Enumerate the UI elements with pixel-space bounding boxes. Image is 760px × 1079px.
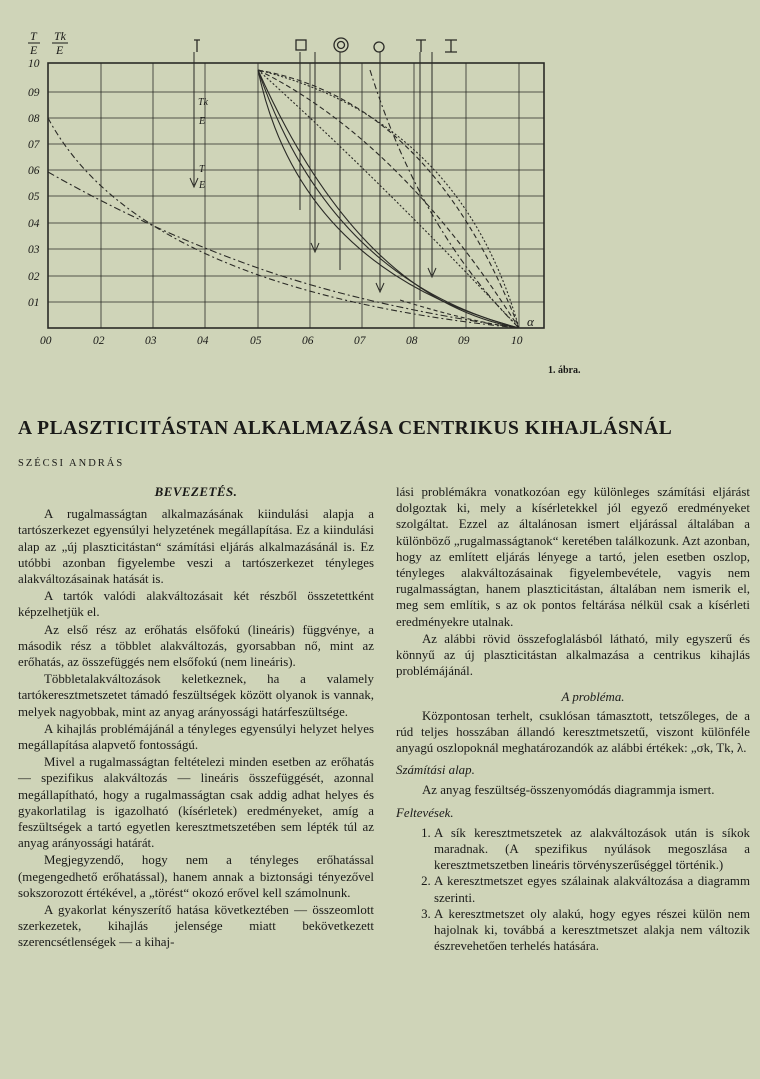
section-heading-basis: Számítási alap. xyxy=(396,763,475,778)
curve-dotted-2 xyxy=(258,70,519,328)
svg-text:06: 06 xyxy=(302,335,314,347)
curve-dashdot-3 xyxy=(370,70,519,328)
i-section-icon xyxy=(445,40,457,52)
paragraph: Megjegyzendő, hogy nem a tényleges erőhatással (megengedhető erőhatással), hanem annak a biztonsági tényezővel sokszorozott értékével, a „törést“ okozó erővel kell számolnunk. xyxy=(18,853,374,900)
svg-text:09: 09 xyxy=(458,335,470,347)
paragraph: lási problémákra vonatkozóan egy különleges számítási eljárást dolgoztak ki, mely a kísérletekkel jól egyező eredményeket szolgáltat. Ezzel az általánosan ismert eljárással általában a különböző „rugalmasságtanok“ keretében találkozunk. Azt azonban, hogy az említett eljárás lényege a tartó, jelen esetben oszlop, tényleges alakváltozásainak figyelembevétele, vagyis nem rugalmasságtan, hanem plaszticitástan, általában nem ismerik el, meg sem említik, s az ok pontos feltárása nélkül csak a kísérleti eredményekre utalnak. xyxy=(396,485,750,629)
svg-text:04: 04 xyxy=(28,218,40,230)
curve-dashed-2 xyxy=(258,70,519,328)
svg-text:04: 04 xyxy=(197,335,209,347)
section-heading-introduction: BEVEZETÉS. xyxy=(154,485,238,499)
paragraph: Központosan terhelt, csuklósan támasztott, tetszőleges, de a rúd teljes hosszában állandó keresztmetszetű, viszont különféle anyagú oszlopoknál meghatározandók az alábbi értékek: „σk, Tk, λ. xyxy=(396,708,750,756)
left-column xyxy=(18,484,374,952)
curve-solid-3 xyxy=(258,70,519,328)
paragraph: A rugalmasságtan alkalmazásának kiindulási alapja a tartószerkezet egyensúlyi helyzetének megállapítása. Ez a kiindulási alap az „új plaszticitástan“ számítási eljárás alkalmazásánál is. Ez utóbbi azonban figyelembe veszi a tartószerkezet tényleges alakváltozásainak hatását is. xyxy=(18,507,374,587)
paragraph: Az anyag feszültség-összenyomódás diagrammja ismert. xyxy=(422,783,715,798)
plot-frame xyxy=(48,63,544,328)
section-heading-problem: A probléma. xyxy=(561,690,625,705)
curves xyxy=(48,70,519,328)
list-item: 2. A keresztmetszet egyes szálainak alakváltozása a diagramm szerinti. xyxy=(434,873,750,905)
vertical-markers xyxy=(190,52,436,300)
list-item: 3. A keresztmetszet oly alakú, hogy egyes részei külön nem hajolnak ki, továbbá a keresztmetszet alakja nem változik észrevehetően terhelés hatására. xyxy=(434,906,750,955)
alpha-label: α xyxy=(527,314,534,329)
list-item: 1. A sík keresztmetszetek az alakváltozások után is síkok maradnak. (A spezifikus nyúlások megoszlása a keresztmetszetben lineáris törvényszerűséggel történik.) xyxy=(434,825,750,874)
article-author: SZÉCSI ANDRÁS xyxy=(18,458,125,469)
y-axis-ticks xyxy=(28,58,41,309)
paragraph: Az alábbi rövid összefoglalásból látható, mily egyszerű és könnyű az új plaszticitástan alkalmazása a centrikus kihajlás problémájánál. xyxy=(396,631,750,679)
svg-text:E: E xyxy=(30,43,38,57)
grid-lines xyxy=(48,63,544,328)
svg-text:03: 03 xyxy=(28,244,40,256)
svg-text:10: 10 xyxy=(511,335,523,347)
paragraph: Az első rész az erőhatás elsőfokú (lineáris) függvénye, a második rész a többlet alakváltozás, gyorsabban nő, mint az erőhatás, az összefüggés nem elsőfokú (nem lineáris). xyxy=(18,622,374,670)
paragraph: Többletalakváltozások keletkeznek, ha a valamely tartókeresztmetszetet támadó feszültségek között olyanok is vannak, melyek nagyobbak, mint az anyag arányossági határfeszültsége. xyxy=(18,672,374,719)
svg-text:03: 03 xyxy=(145,335,157,347)
svg-text:02: 02 xyxy=(93,335,105,347)
svg-text:T: T xyxy=(199,164,205,175)
svg-text:Tk: Tk xyxy=(54,29,66,43)
right-column xyxy=(396,484,750,954)
curve-solid-2 xyxy=(258,70,519,328)
article-title: A PLASZTICITÁSTAN ALKALMAZÁSA CENTRIKUS KIHAJLÁSNÁL xyxy=(18,418,673,439)
curve-dotted-1 xyxy=(258,70,519,328)
t-beam-top-icon xyxy=(194,40,200,52)
svg-text:Tk: Tk xyxy=(198,97,208,108)
box-section-icon xyxy=(296,40,306,50)
paragraph: A kihajlás problémájánál a tényleges egyensúlyi helyzet helyes megállapítása alapvető fontosságú. xyxy=(18,721,374,753)
section-heading-assumptions: Feltevések. xyxy=(396,805,454,820)
circle-section-icon xyxy=(374,42,384,52)
svg-text:01: 01 xyxy=(28,297,40,309)
svg-text:07: 07 xyxy=(354,335,366,347)
svg-text:08: 08 xyxy=(28,113,40,125)
svg-text:E: E xyxy=(199,116,206,127)
t-section-icon xyxy=(416,40,426,52)
svg-text:07: 07 xyxy=(28,139,40,151)
top-axis-label-tk xyxy=(52,29,68,57)
double-circle-icon xyxy=(334,38,348,52)
paragraph: A gyakorlat kényszerítő hatása következtében — összeomlott szerkezetek, kihajlás jelensége miatt bekövetkezett szerencsétlenségek — a kihaj- xyxy=(18,903,374,950)
svg-text:05: 05 xyxy=(28,191,40,203)
curve-solid-1 xyxy=(258,70,519,328)
svg-text:02: 02 xyxy=(28,271,40,283)
svg-text:E: E xyxy=(199,180,206,191)
svg-text:06: 06 xyxy=(28,165,40,177)
figure-caption: 1. ábra. xyxy=(548,365,581,376)
section-symbols xyxy=(194,38,457,52)
svg-text:08: 08 xyxy=(406,335,418,347)
svg-text:T: T xyxy=(30,29,37,43)
paragraph: A tartók valódi alakváltozásait két részből összetettként képzelhetjük el. xyxy=(18,589,374,620)
curve-dashed-1 xyxy=(258,70,519,328)
svg-text:09: 09 xyxy=(28,87,40,99)
svg-text:05: 05 xyxy=(250,335,262,347)
svg-text:00: 00 xyxy=(40,335,52,347)
figure-1-diagram xyxy=(0,0,760,380)
assumptions-list xyxy=(396,825,750,955)
paragraph: Mivel a rugalmasságtan feltételezi minden esetben az erőhatás — spezifikus alakváltozás — lineáris összefüggését, azonnal megállapítható, hogy a rugalmasságtan csak addig adhat helyes és gyakorlatilag is igazolható (kísérletek) eredményeket, amíg a feszültségek a tartó egyetlen keresztmetszetében sem lépték túl az anyag arányossági határát. xyxy=(18,755,374,851)
svg-text:E: E xyxy=(56,43,64,57)
svg-text:10: 10 xyxy=(28,58,40,70)
top-axis-label-sigma xyxy=(28,29,40,57)
